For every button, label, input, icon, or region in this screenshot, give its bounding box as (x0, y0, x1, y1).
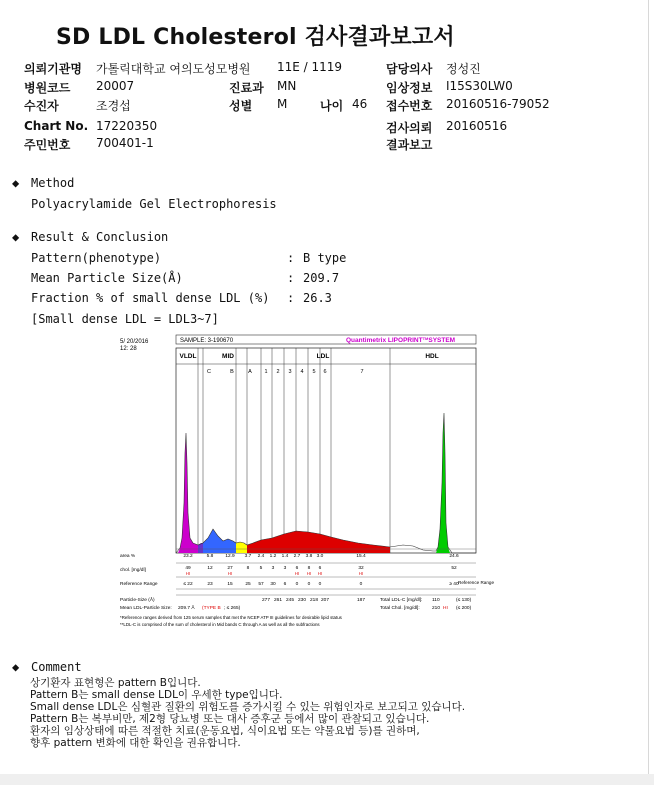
result-sep: : (287, 271, 295, 285)
comment-heading (12, 660, 82, 674)
area-cell: 5.8 (206, 554, 214, 559)
lipoprint-chart (118, 333, 502, 633)
result-heading-text: Result & Conclusion (31, 230, 169, 244)
request-value: 20160516 (446, 119, 508, 133)
chol-cell: 3 (271, 566, 275, 571)
receipt-value: 20160516-79052 (446, 97, 550, 111)
ref-cell: 0 (307, 582, 311, 587)
band-label: 6 (323, 369, 327, 375)
ward-value: 11E / 1119 (277, 60, 343, 74)
report-label: 결과보고 (386, 138, 433, 152)
chol-cell: 8 (246, 566, 250, 571)
chol-hi-flag: HI (227, 571, 233, 576)
id-label: 주민번호 (24, 138, 71, 152)
particle-cell: 245 (285, 598, 295, 603)
particle-cell: 187 (356, 598, 366, 603)
chol-hi-flag: HI (306, 571, 312, 576)
comment-line: 환자의 임상상태에 따른 적절한 치료(운동요법, 식이요법 또는 약물요법 등)를 권하며, (30, 725, 420, 737)
area-cell: 23.2 (183, 554, 193, 559)
chol-cell: 3 (283, 566, 287, 571)
total-ldl-ref: (≤ 130) (456, 598, 472, 603)
examinee-label: 수진자 (24, 99, 59, 113)
particle-cell: 277 (261, 598, 271, 603)
row-label-particle: Particle-Size (Å) (120, 598, 155, 603)
chol-hi-flag: HI (317, 571, 323, 576)
result-sep: : (287, 251, 295, 265)
ref-cell: ≥ 40 (449, 582, 459, 587)
total-chol-value: 210 (432, 606, 441, 611)
chol-hi-flag: HI (358, 571, 364, 576)
area-cell: 1.4 (281, 554, 289, 559)
comment-line: Small dense LDL은 심혈관 질환의 위험도를 증가시킬 수 있는 위험인자로 보고되고 있습니다. (30, 701, 466, 713)
doctor-label: 담당의사 (386, 62, 433, 76)
ref-cell: 0 (318, 582, 322, 587)
id-value: 700401-1 (96, 136, 154, 150)
group-label-hdl: HDL (425, 353, 439, 360)
doctor-value: 정성진 (446, 62, 481, 76)
band-label: 5 (312, 369, 316, 375)
brand-text: Quantimetrix LIPOPRINT (346, 337, 423, 344)
sample-id: SAMPLE: 3-190670 (180, 338, 234, 344)
result-heading (12, 230, 168, 244)
total-ldl-value: 110 (432, 598, 440, 603)
dept-label: 진료과 (229, 81, 264, 95)
area-cell: 1.2 (269, 554, 277, 559)
diamond-bullet-icon: ◆ (12, 230, 20, 244)
total-chol-hi: HI (443, 606, 448, 611)
band-label: 1 (264, 369, 268, 375)
ref-cell: ≤ 22 (183, 582, 193, 587)
ref-cell: 30 (270, 582, 276, 587)
row-label-ref: Reference Range (120, 582, 158, 587)
total-chol-ref: (≤ 200) (456, 606, 472, 611)
chol-cell: 12 (207, 566, 213, 571)
chol-cell: 27 (227, 566, 233, 571)
band-label: 2 (276, 369, 280, 375)
mean-value: 209.7 Å (178, 606, 195, 611)
chol-cell: 6 (295, 566, 299, 571)
method-text: Polyacrylamide Gel Electrophoresis (31, 197, 277, 211)
band-label: 7 (360, 369, 364, 375)
institution-label: 의뢰기관명 (24, 62, 82, 76)
receipt-label: 접수번호 (386, 99, 433, 113)
clinical-label: 임상정보 (386, 81, 433, 95)
result-note: [Small dense LDL = LDL3~7] (31, 312, 219, 326)
chart-footnote-1: *Reference ranges derived from 125 serum samples that met the NCEP ATP III guidelines for desirable lipid status (120, 615, 342, 620)
row-label-chol: chol. [mg/dl] (120, 568, 146, 573)
chart-no-label: Chart No. (24, 119, 89, 133)
diamond-bullet-icon: ◆ (12, 176, 20, 190)
area-cell: 12.9 (225, 554, 235, 559)
band-label: C (207, 369, 211, 375)
row-label-area: area % (120, 554, 136, 559)
sex-label: 성별 (229, 99, 253, 113)
particle-cell: 207 (320, 598, 330, 603)
age-value: 46 (352, 97, 368, 111)
hospital-code-label: 병원코드 (24, 81, 71, 95)
diamond-bullet-icon: ◆ (12, 660, 20, 674)
brand-name (346, 336, 455, 344)
chol-cell: 32 (358, 566, 364, 571)
result-label-fraction: Fraction % of small dense LDL (%) (31, 291, 270, 305)
mean-ref: ; ≤ 265) (224, 606, 241, 611)
chart-date: 5/ 20/2016 (120, 339, 149, 345)
particle-cell: 230 (297, 598, 307, 603)
total-ldl-label: Total LDL-C [mg/dl]: (380, 598, 423, 603)
bottom-scroll-area (0, 774, 654, 785)
chol-cell: 6 (318, 566, 322, 571)
comment-heading-text: Comment (31, 660, 82, 674)
area-cell: 3.7 (244, 554, 252, 559)
result-sep: : (287, 291, 295, 305)
brand-suffix: SYSTEM (428, 337, 456, 344)
chol-cell: 8 (307, 566, 311, 571)
sex-value: M (277, 97, 288, 111)
result-label-size: Mean Particle Size(Å) (31, 271, 183, 285)
total-chol-label: Total Chol. [mg/dl]: (380, 606, 420, 611)
ref-range-right: Reference Range (458, 580, 495, 585)
result-label-pattern: Pattern(phenotype) (31, 251, 162, 265)
mean-type: (TYPE B (202, 606, 221, 611)
page-edge-line (648, 0, 649, 774)
band-label: A (248, 369, 252, 375)
result-value-size: 209.7 (303, 271, 340, 285)
chol-hi-flag: HI (185, 571, 191, 576)
comment-line: 상기환자 표현형은 pattern B입니다. (30, 677, 201, 689)
request-label: 검사의뢰 (386, 121, 433, 135)
group-label-mid: MID (222, 353, 234, 360)
result-value-fraction: 26.3 (303, 291, 332, 305)
particle-cell: 261 (273, 598, 283, 603)
institution-value: 가톨릭대학교 여의도성모병원 (96, 62, 251, 76)
band-label: B (230, 369, 234, 375)
method-heading (12, 176, 74, 190)
area-cell: 24.6 (449, 554, 459, 559)
area-cell: 3.0 (316, 554, 324, 559)
ref-cell: 0 (295, 582, 299, 587)
ref-cell: 57 (258, 582, 264, 587)
chol-cell: 52 (451, 566, 457, 571)
hospital-code-value: 20007 (96, 79, 135, 93)
ref-cell: 25 (245, 582, 251, 587)
comment-line: Pattern B는 small dense LDL이 우세한 type입니다. (30, 689, 283, 701)
area-cell: 2.4 (257, 554, 265, 559)
dept-value: MN (277, 79, 297, 93)
row-label-mean: Mean LDL-Particle Size: (120, 606, 172, 611)
area-cell: 2.7 (293, 554, 301, 559)
group-label-vldl: VLDL (179, 353, 197, 360)
examinee-value: 조경섭 (96, 99, 131, 113)
clinical-value: I15S30LW0 (446, 79, 513, 93)
chart-no-value: 17220350 (96, 119, 158, 133)
age-label: 나이 (320, 99, 344, 113)
area-cell: 3.8 (305, 554, 313, 559)
band-label: 3 (288, 369, 292, 375)
comment-line: 향후 pattern 변화에 대한 확인을 권유합니다. (30, 737, 241, 749)
brand-tm: TM (422, 336, 429, 341)
chol-cell: 49 (185, 566, 191, 571)
chart-footnote-2: **LDL-C is comprised of the sum of cholesterol in Mid bands C through A as well as all the subfractions (120, 622, 320, 627)
area-cell: 15.4 (356, 554, 366, 559)
band-label: 4 (300, 369, 304, 375)
chol-hi-flag: HI (294, 571, 300, 576)
ref-cell: 23 (207, 582, 213, 587)
result-value-pattern: B type (303, 251, 347, 265)
ref-cell: 15 (227, 582, 233, 587)
group-label-ldl: LDL (316, 353, 330, 360)
ref-cell: 6 (283, 582, 287, 587)
chart-time: 12: 28 (120, 346, 137, 352)
comment-line: Pattern B는 복부비만, 제2형 당뇨병 또는 대사 증후군 등에서 많이 관찰되고 있습니다. (30, 713, 430, 725)
chol-cell: 5 (259, 566, 263, 571)
method-heading-text: Method (31, 176, 75, 190)
ref-cell: 0 (359, 582, 363, 587)
particle-cell: 218 (309, 598, 319, 603)
report-title: SD LDL Cholesterol 검사결과보고서 (56, 25, 455, 50)
